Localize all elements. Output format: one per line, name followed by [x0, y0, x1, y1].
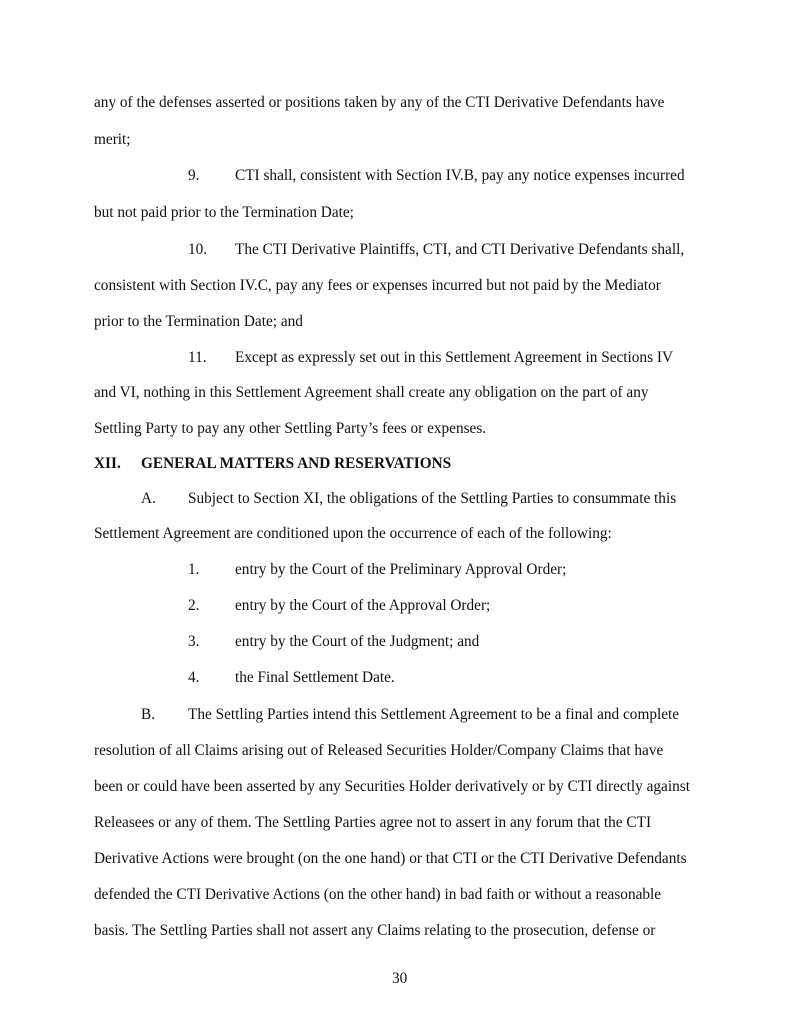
text-line: but not paid prior to the Termination Date;	[94, 204, 354, 221]
text-line: been or could have been asserted by any Securities Holder derivatively or by CTI directly against	[94, 778, 690, 795]
text-line: resolution of all Claims arising out of Released Securities Holder/Company Claims that have	[94, 742, 664, 759]
text-line: Derivative Actions were brought (on the one hand) or that CTI or the CTI Derivative Defendants	[94, 850, 687, 867]
item-number: 10.	[188, 241, 208, 258]
page-number: 30	[392, 970, 408, 987]
text-line: Settling Party to pay any other Settling Party’s fees or expenses.	[94, 420, 487, 437]
text-line: entry by the Court of the Approval Order;	[235, 597, 491, 614]
text-line: consistent with Section IV.C, pay any fees or expenses incurred but not paid by the Mediator	[94, 277, 661, 294]
text-line: the Final Settlement Date.	[235, 669, 395, 686]
item-number: 9.	[188, 167, 200, 184]
text-line: The CTI Derivative Plaintiffs, CTI, and CTI Derivative Defendants shall,	[235, 241, 685, 258]
text-line: entry by the Court of the Judgment; and	[235, 633, 480, 650]
item-number: XII.	[94, 455, 121, 472]
text-line: and VI, nothing in this Settlement Agreement shall create any obligation on the part of any	[94, 384, 649, 401]
item-number: 11.	[188, 349, 207, 366]
text-line: Except as expressly set out in this Settlement Agreement in Sections IV	[235, 349, 674, 366]
text-line: Subject to Section XI, the obligations of the Settling Parties to consummate this	[188, 490, 677, 507]
item-number: 4.	[188, 669, 200, 686]
text-line: entry by the Court of the Preliminary Approval Order;	[235, 561, 567, 578]
text-line: Settlement Agreement are conditioned upon the occurrence of each of the following:	[94, 525, 612, 542]
text-line: Releasees or any of them. The Settling Parties agree not to assert in any forum that the CTI	[94, 814, 652, 831]
item-number: A.	[141, 490, 156, 507]
text-line: defended the CTI Derivative Actions (on the other hand) in bad faith or without a reasonable	[94, 886, 662, 903]
text-line: merit;	[94, 131, 131, 148]
item-number: 3.	[188, 633, 200, 650]
item-number: B.	[141, 706, 156, 723]
text-line: CTI shall, consistent with Section IV.B, pay any notice expenses incurred	[235, 167, 685, 184]
item-number: 1.	[188, 561, 200, 578]
text-line: any of the defenses asserted or positions taken by any of the CTI Derivative Defendants have	[94, 94, 665, 111]
text-line: basis. The Settling Parties shall not assert any Claims relating to the prosecution, defense or	[94, 922, 656, 939]
text-line: The Settling Parties intend this Settlement Agreement to be a final and complete	[188, 706, 680, 723]
section-heading: GENERAL MATTERS AND RESERVATIONS	[141, 455, 452, 472]
text-line: prior to the Termination Date; and	[94, 313, 303, 330]
item-number: 2.	[188, 597, 200, 614]
